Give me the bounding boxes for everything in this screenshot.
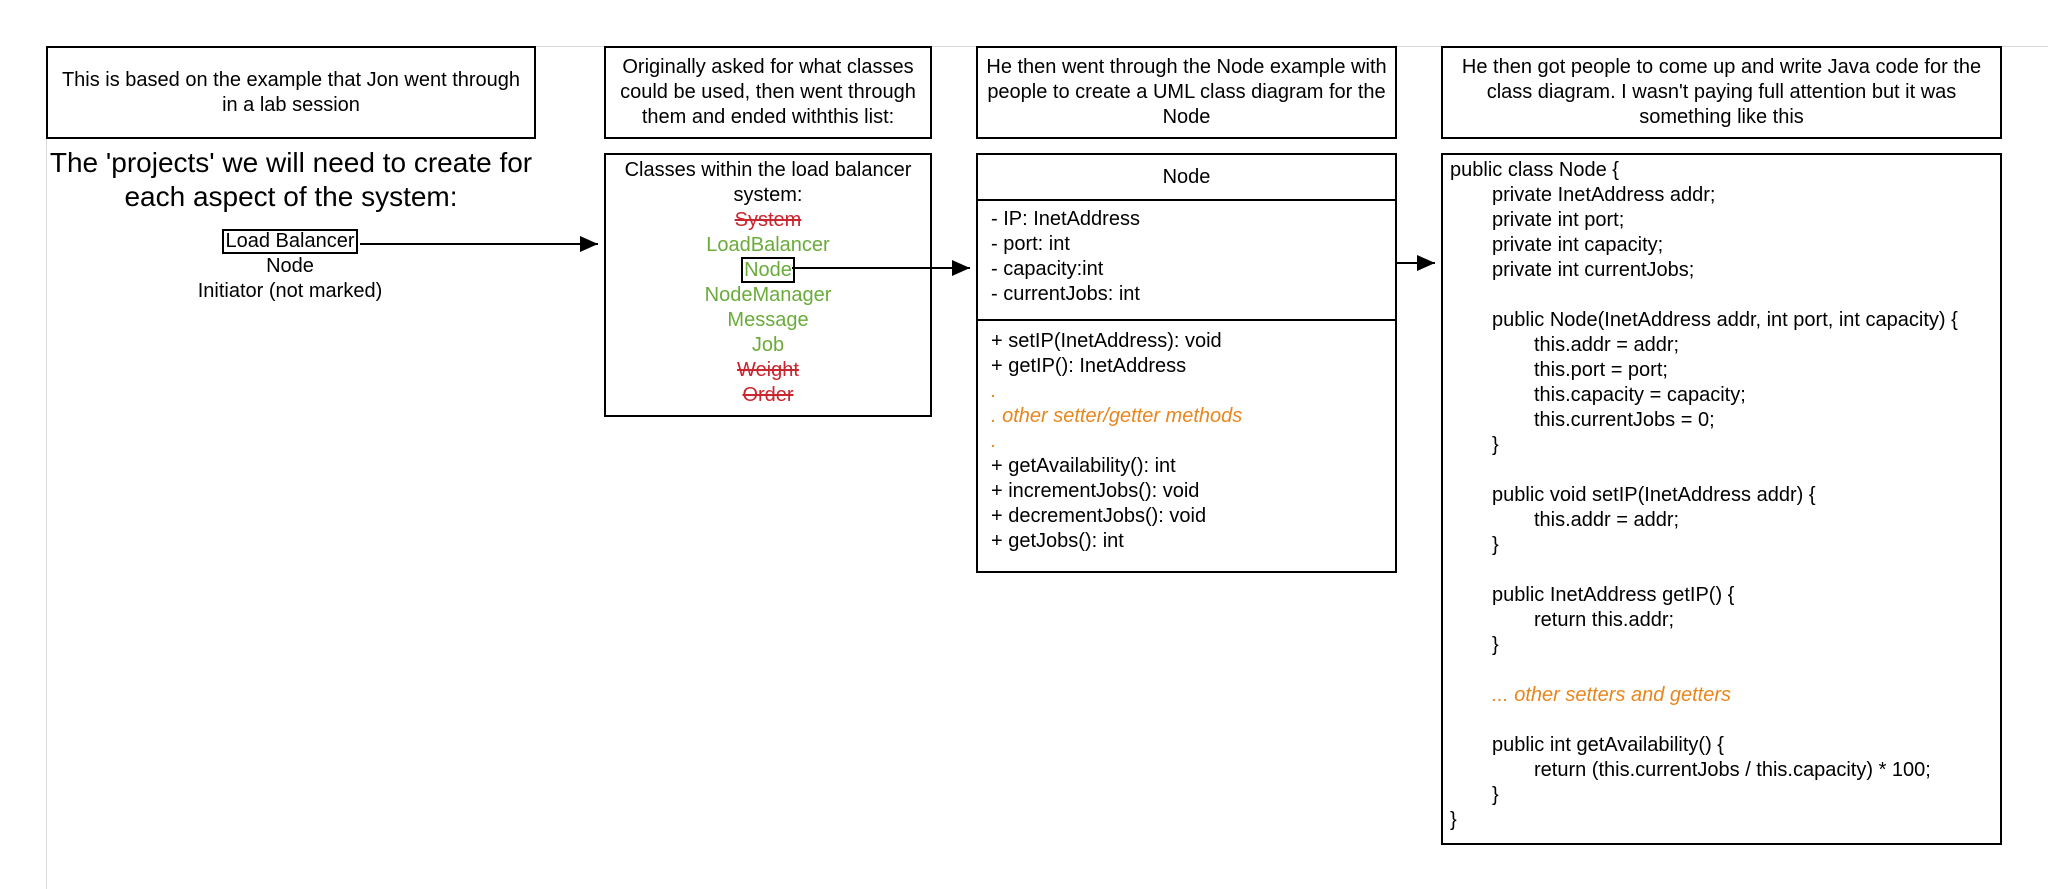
code-line: public int getAvailability() {	[1492, 734, 1724, 756]
class-item-job: Job	[751, 334, 785, 356]
class-item-weight: Weight	[737, 359, 799, 381]
uml-method: + decrementJobs(): void	[991, 505, 1207, 527]
uml-attribute: - port: int	[991, 233, 1070, 255]
class-item-order: Order	[742, 384, 794, 406]
code-line: private int currentJobs;	[1492, 259, 1695, 281]
uml-method: + getAvailability(): int	[991, 455, 1176, 477]
uml-method: + getJobs(): int	[991, 530, 1124, 552]
code-line: }	[1492, 634, 1499, 656]
uml-class-name: Node	[978, 155, 1395, 201]
class-item-loadbalancer: LoadBalancer	[706, 234, 830, 256]
class-item-system: System	[734, 209, 802, 231]
note-java-code-text: He then got people to come up and write Java code for the class diagram. I wasn't paying full attention but it was something like this	[1461, 56, 1982, 128]
uml-method: + incrementJobs(): void	[991, 480, 1200, 502]
code-line: public Node(InetAddress addr, int port, int capacity) {	[1492, 309, 1958, 331]
class-item-nodemanager: NodeManager	[704, 284, 832, 306]
code-line: public void setIP(InetAddress addr) {	[1492, 484, 1816, 506]
code-line: private int port;	[1492, 209, 1625, 231]
code-line-comment: ... other setters and getters	[1492, 684, 1732, 706]
uml-method-comment: . other setter/getter methods	[991, 405, 1243, 427]
class-item-message: Message	[727, 309, 809, 331]
note-classes-origin-text: Originally asked for what classes could be used, then went through them and ended withthis list:	[620, 56, 916, 128]
project-item-initiator: Initiator (not marked)	[197, 280, 383, 302]
code-line: this.addr = addr;	[1534, 509, 1680, 531]
code-line: this.addr = addr;	[1534, 334, 1680, 356]
code-line: this.capacity = capacity;	[1534, 384, 1746, 406]
code-line: this.currentJobs = 0;	[1534, 409, 1715, 431]
code-line: }	[1492, 434, 1499, 456]
uml-attribute: - IP: InetAddress	[991, 208, 1140, 230]
code-line: public InetAddress getIP() {	[1492, 584, 1735, 606]
code-line: private int capacity;	[1492, 234, 1664, 256]
code-line: }	[1492, 534, 1499, 556]
code-line: private InetAddress addr;	[1492, 184, 1716, 206]
uml-method: + getIP(): InetAddress	[991, 355, 1187, 377]
class-item-node-label: Node	[741, 257, 795, 283]
note-node-example-text: He then went through the Node example with people to create a UML class diagram for the Node	[986, 56, 1387, 128]
uml-method: + setIP(InetAddress): void	[991, 330, 1222, 352]
project-item-load-balancer: Load Balancer	[222, 229, 359, 254]
code-line: return (this.currentJobs / this.capacity) * 100;	[1534, 759, 1931, 781]
classes-header: Classes within the load balancer system:	[624, 159, 912, 206]
uml-attribute: - currentJobs: int	[991, 283, 1140, 305]
code-line: }	[1450, 809, 1457, 831]
code-line: this.port = port;	[1534, 359, 1668, 381]
project-item-node: Node	[266, 255, 314, 277]
code-line: }	[1492, 784, 1499, 806]
uml-method-ellipsis: .	[991, 380, 997, 402]
uml-attribute: - capacity:int	[991, 258, 1104, 280]
code-line: return this.addr;	[1534, 609, 1675, 631]
code-line: public class Node {	[1450, 159, 1619, 181]
note-intro-text: This is based on the example that Jon went through in a lab session	[61, 68, 521, 116]
projects-title: The 'projects' we will need to create for each aspect of the system:	[49, 147, 533, 212]
uml-method-ellipsis: .	[991, 430, 997, 452]
